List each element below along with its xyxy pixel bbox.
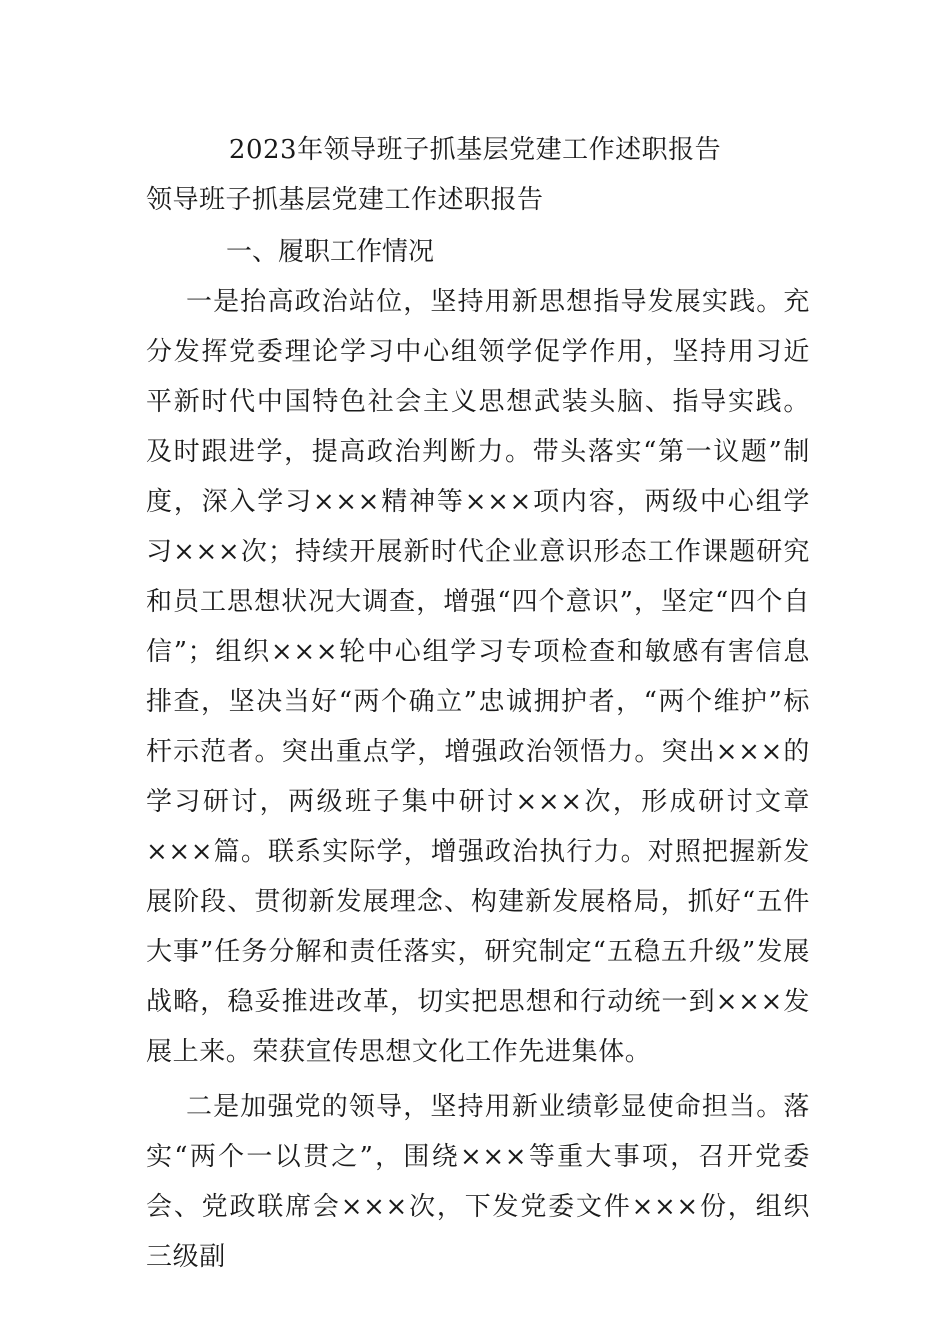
- body-paragraph: 一是抬高政治站位，坚持用新思想指导发展实践。充分发挥党委理论学习中心组领学促学作用，坚持用习近平新时代中国特色社会主义思想武装头脑、指导实践。及时跟进学，提高政治判断力。带头落实“第一议题”制度，深入学习×××精神等×××项内容，两级中心组学习×××次；持续开展新时代企业意识形态工作课题研究和员工思想状况大调查，增强“四个意识”，坚定“四个自信”；组织×××轮中心组学习专项检查和敏感有害信息排查，坚决当好“两个确立”忠诚拥护者，“两个维护”标杆示范者。突出重点学，增强政治领悟力。突出×××的学习研讨，两级班子集中研讨×××次，形成研讨文章×××篇。联系实际学，增强政治执行力。对照把握新发展阶段、贯彻新发展理念、构建新发展格局，抓好“五件大事”任务分解和责任落实，研究制定“五稳五升级”发展战略，稳妥推进改革，切实把思想和行动统一到×××发展上来。荣获宣传思想文化工作先进集体。: [146, 287, 810, 1067]
- section-heading: 一、履职工作情况: [226, 237, 435, 267]
- document-subtitle: 领导班子抓基层党建工作述职报告: [146, 185, 544, 215]
- body-paragraph: 二是加强党的领导，坚持用新业绩彰显使命担当。落实“两个一以贯之”，围绕×××等重大事项，召开党委会、党政联席会×××次，下发党委文件×××份，组织三级副: [146, 1092, 810, 1272]
- document-title: 2023年领导班子抓基层党建工作述职报告: [228, 135, 722, 165]
